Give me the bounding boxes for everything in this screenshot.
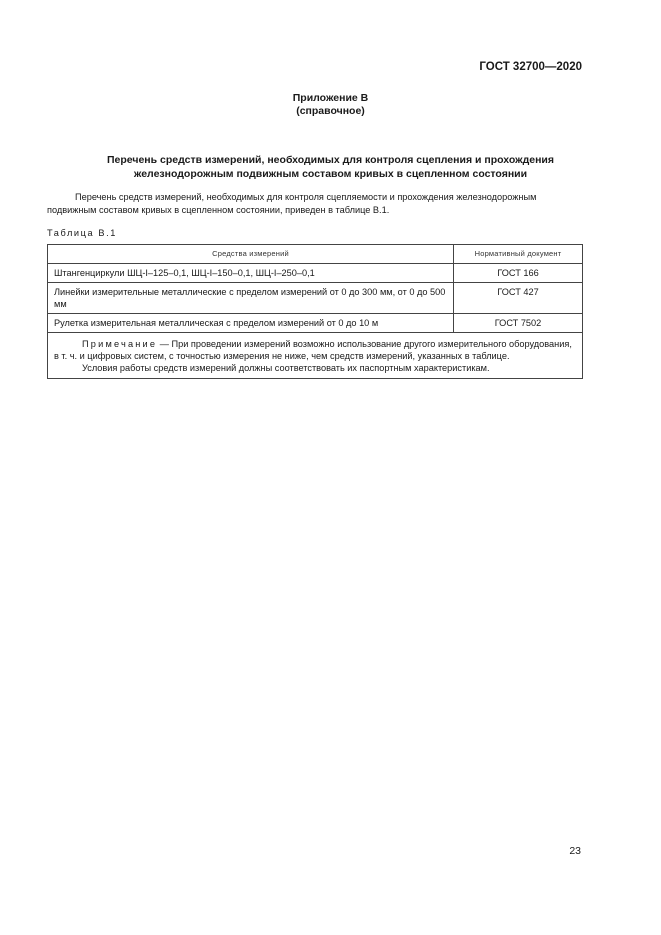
table-header-row — [48, 245, 583, 264]
page-number: 23 — [569, 845, 581, 857]
header-document: Нормативный документ — [454, 245, 583, 264]
instrument-cell: Штангенциркули ШЦ-I–125–0,1, ШЦ-I–150–0,1, ШЦ-I–250–0,1 — [48, 264, 454, 283]
note-text: — При проведении измерений возможно использование другого измерительного оборудования, в т. ч. и цифровых систем, с точностью измерения не ниже, чем средств измерений, указанных в таблице. — [54, 339, 572, 361]
document-cell: ГОСТ 427 — [454, 283, 583, 314]
note-label: Примечание — [82, 339, 158, 349]
section-title-line-2: железнодорожным подвижным составом кривых в сцепленном состоянии — [133, 168, 528, 180]
document-code: ГОСТ 32700—2020 — [479, 61, 582, 73]
annex-heading — [0, 92, 661, 118]
table-note-row — [48, 333, 583, 379]
instruments-table — [47, 244, 583, 379]
document-cell: ГОСТ 7502 — [454, 314, 583, 333]
section-title — [60, 153, 601, 181]
instrument-cell: Линейки измерительные металлические с пределом измерений от 0 до 300 мм, от 0 до 500 мм — [48, 283, 454, 314]
annex-title: Приложение В — [292, 92, 369, 104]
table-row — [48, 264, 583, 283]
section-title-line-1: Перечень средств измерений, необходимых для контроля сцепления и прохождения — [106, 154, 554, 166]
note-cell — [48, 333, 583, 379]
note-paragraph-2: Условия работы средств измерений должны соответствовать их паспортным характеристикам. — [82, 363, 490, 373]
annex-subtitle: (справочное) — [296, 105, 365, 117]
document-cell: ГОСТ 166 — [454, 264, 583, 283]
table-row — [48, 314, 583, 333]
intro-paragraph: Перечень средств измерений, необходимых для контроля сцепляемости и прохождения железнодорожным подвижным составом кривых в сцепленном состоянии, приведен в таблице В.1. — [47, 192, 537, 215]
note-paragraph — [54, 338, 576, 362]
header-instruments: Средства измерений — [48, 245, 454, 264]
instrument-cell: Рулетка измерительная металлическая с пределом измерений от 0 до 10 м — [48, 314, 454, 333]
table-caption: Таблица В.1 — [47, 228, 117, 238]
table-row — [48, 283, 583, 314]
